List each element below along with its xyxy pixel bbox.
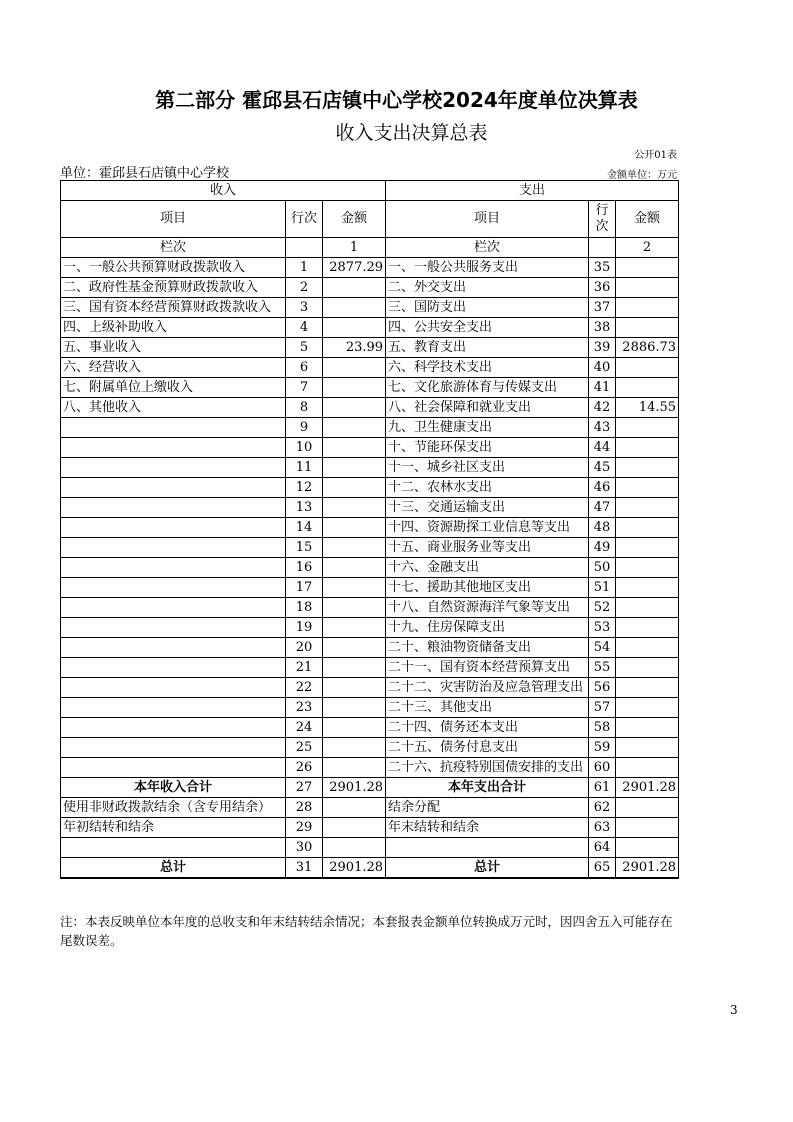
expense-amount-cell: 2886.73 bbox=[616, 338, 679, 358]
table-row bbox=[61, 418, 679, 438]
income-item-cell: 二、政府性基金预算财政拨款收入 bbox=[61, 278, 286, 298]
income-amount-cell bbox=[323, 318, 386, 338]
expense-item-cell: 九、卫生健康支出 bbox=[386, 418, 589, 438]
income-amount-header: 金额 bbox=[323, 201, 386, 238]
income-item-cell bbox=[61, 438, 286, 458]
income-amount-cell bbox=[323, 538, 386, 558]
expense-column-number: 2 bbox=[616, 238, 679, 258]
income-item-header: 项目 bbox=[61, 201, 286, 238]
expense-line-cell: 55 bbox=[589, 658, 616, 678]
table-row bbox=[61, 758, 679, 778]
income-header: 收入 bbox=[61, 181, 386, 201]
income-amount-cell bbox=[323, 798, 386, 818]
income-line-cell: 19 bbox=[286, 618, 323, 638]
expense-item-cell: 十、节能环保支出 bbox=[386, 438, 589, 458]
expense-item-cell: 十四、资源勘探工业信息等支出 bbox=[386, 518, 589, 538]
table-row bbox=[61, 618, 679, 638]
table-row bbox=[61, 278, 679, 298]
money-unit-label: 金额单位：万元 bbox=[607, 170, 677, 181]
expense-item-cell: 十一、城乡社区支出 bbox=[386, 458, 589, 478]
income-item-cell: 七、附属单位上缴收入 bbox=[61, 378, 286, 398]
income-amount-cell: 23.99 bbox=[323, 338, 386, 358]
expense-item-cell: 总计 bbox=[386, 858, 589, 879]
expense-item-cell: 六、科学技术支出 bbox=[386, 358, 589, 378]
expense-line-cell: 49 bbox=[589, 538, 616, 558]
table-row bbox=[61, 398, 679, 418]
expense-item-cell: 二十五、债务付息支出 bbox=[386, 738, 589, 758]
table-row bbox=[61, 338, 679, 358]
expense-amount-cell bbox=[616, 418, 679, 438]
income-line-cell: 28 bbox=[286, 798, 323, 818]
income-line-cell: 17 bbox=[286, 578, 323, 598]
unit-label: 单位：霍邱县石店镇中心学校 bbox=[60, 166, 230, 181]
expense-line-cell: 41 bbox=[589, 378, 616, 398]
expense-line-cell: 61 bbox=[589, 778, 616, 798]
income-amount-cell bbox=[323, 698, 386, 718]
income-item-cell bbox=[61, 598, 286, 618]
income-item-cell bbox=[61, 518, 286, 538]
expense-item-cell: 十七、援助其他地区支出 bbox=[386, 578, 589, 598]
table-subtitle: 收入支出决算总表 bbox=[335, 122, 488, 144]
income-line-cell: 20 bbox=[286, 638, 323, 658]
table-row bbox=[61, 698, 679, 718]
income-item-cell: 四、上级补助收入 bbox=[61, 318, 286, 338]
income-amount-cell bbox=[323, 498, 386, 518]
expense-item-cell: 十五、商业服务业等支出 bbox=[386, 538, 589, 558]
income-line-cell: 18 bbox=[286, 598, 323, 618]
income-amount-cell bbox=[323, 638, 386, 658]
income-line-cell: 30 bbox=[286, 838, 323, 858]
expense-amount-cell bbox=[616, 378, 679, 398]
income-item-cell bbox=[61, 478, 286, 498]
income-line-cell: 13 bbox=[286, 498, 323, 518]
expense-line-cell: 56 bbox=[589, 678, 616, 698]
income-amount-cell bbox=[323, 578, 386, 598]
income-amount-cell bbox=[323, 598, 386, 618]
income-item-cell bbox=[61, 538, 286, 558]
income-amount-cell bbox=[323, 818, 386, 838]
income-amount-cell bbox=[323, 558, 386, 578]
income-amount-cell bbox=[323, 278, 386, 298]
expense-amount-cell bbox=[616, 678, 679, 698]
expense-amount-cell bbox=[616, 258, 679, 278]
table-row bbox=[61, 798, 679, 818]
expense-line-cell: 35 bbox=[589, 258, 616, 278]
income-line-cell: 7 bbox=[286, 378, 323, 398]
expense-header: 支出 bbox=[386, 181, 679, 201]
expense-line-cell: 48 bbox=[589, 518, 616, 538]
expense-item-cell: 本年支出合计 bbox=[386, 778, 589, 798]
expense-line-cell: 63 bbox=[589, 818, 616, 838]
expense-amount-header: 金额 bbox=[616, 201, 679, 238]
expense-item-cell: 结余分配 bbox=[386, 798, 589, 818]
income-item-cell: 使用非财政拨款结余（含专用结余） bbox=[61, 798, 286, 818]
expense-item-cell: 十三、交通运输支出 bbox=[386, 498, 589, 518]
expense-amount-cell bbox=[616, 298, 679, 318]
income-item-cell: 总计 bbox=[61, 858, 286, 879]
table-row bbox=[61, 818, 679, 838]
table-row bbox=[61, 598, 679, 618]
expense-amount-cell bbox=[616, 698, 679, 718]
income-amount-cell bbox=[323, 418, 386, 438]
table-row bbox=[61, 498, 679, 518]
table-row bbox=[61, 838, 679, 858]
table-row bbox=[61, 458, 679, 478]
income-item-cell bbox=[61, 498, 286, 518]
expense-item-cell: 十八、自然资源海洋气象等支出 bbox=[386, 598, 589, 618]
income-line-cell: 26 bbox=[286, 758, 323, 778]
expense-amount-cell bbox=[616, 578, 679, 598]
table-row bbox=[61, 538, 679, 558]
income-amount-cell bbox=[323, 678, 386, 698]
income-line-cell: 22 bbox=[286, 678, 323, 698]
income-item-cell bbox=[61, 638, 286, 658]
income-amount-cell bbox=[323, 478, 386, 498]
table-row bbox=[61, 358, 679, 378]
income-line-cell: 31 bbox=[286, 858, 323, 879]
table-row bbox=[61, 738, 679, 758]
table-row bbox=[61, 658, 679, 678]
income-item-cell: 八、其他收入 bbox=[61, 398, 286, 418]
expense-line-cell: 59 bbox=[589, 738, 616, 758]
footnote: 注：本表反映单位本年度的总收支和年末结转结余情况；本套报表金额单位转换成万元时，因四舍五入可能存在尾数误差。 bbox=[60, 914, 673, 948]
income-item-cell: 五、事业收入 bbox=[61, 338, 286, 358]
income-amount-cell bbox=[323, 298, 386, 318]
table-row bbox=[61, 258, 679, 278]
income-amount-cell bbox=[323, 758, 386, 778]
income-expense-table bbox=[60, 180, 679, 879]
expense-item-cell: 二十六、抗疫特别国债安排的支出 bbox=[386, 758, 589, 778]
expense-item-cell: 二十、粮油物资储备支出 bbox=[386, 638, 589, 658]
income-line-cell: 6 bbox=[286, 358, 323, 378]
table-row bbox=[61, 378, 679, 398]
expense-amount-cell bbox=[616, 638, 679, 658]
income-item-cell: 年初结转和结余 bbox=[61, 818, 286, 838]
income-item-cell bbox=[61, 678, 286, 698]
income-amount-cell bbox=[323, 618, 386, 638]
expense-item-cell: 五、教育支出 bbox=[386, 338, 589, 358]
income-item-cell: 三、国有资本经营预算财政拨款收入 bbox=[61, 298, 286, 318]
income-item-cell bbox=[61, 618, 286, 638]
expense-item-cell: 二十三、其他支出 bbox=[386, 698, 589, 718]
income-line-header: 行次 bbox=[286, 201, 323, 238]
expense-item-cell: 七、文化旅游体育与传媒支出 bbox=[386, 378, 589, 398]
income-line-cell: 3 bbox=[286, 298, 323, 318]
income-item-cell bbox=[61, 718, 286, 738]
column-index-row bbox=[61, 238, 679, 258]
expense-line-cell: 46 bbox=[589, 478, 616, 498]
expense-amount-cell bbox=[616, 538, 679, 558]
income-item-cell bbox=[61, 698, 286, 718]
income-amount-cell bbox=[323, 838, 386, 858]
table-row bbox=[61, 518, 679, 538]
table-row bbox=[61, 298, 679, 318]
income-amount-cell bbox=[323, 518, 386, 538]
income-amount-cell bbox=[323, 658, 386, 678]
expense-line-cell: 44 bbox=[589, 438, 616, 458]
expense-item-cell: 十九、住房保障支出 bbox=[386, 618, 589, 638]
income-column-number: 1 bbox=[323, 238, 386, 258]
expense-amount-cell: 2901.28 bbox=[616, 778, 679, 798]
income-line-cell: 11 bbox=[286, 458, 323, 478]
expense-item-header: 项目 bbox=[386, 201, 589, 238]
expense-amount-cell bbox=[616, 758, 679, 778]
expense-line-cell: 62 bbox=[589, 798, 616, 818]
expense-item-cell: 二、外交支出 bbox=[386, 278, 589, 298]
page-title: 第二部分 霍邱县石店镇中心学校2024年度单位决算表 bbox=[155, 88, 638, 112]
expense-item-cell: 一、一般公共服务支出 bbox=[386, 258, 589, 278]
table-row bbox=[61, 638, 679, 658]
income-item-cell: 本年收入合计 bbox=[61, 778, 286, 798]
income-item-cell bbox=[61, 758, 286, 778]
expense-line-cell: 50 bbox=[589, 558, 616, 578]
expense-amount-cell bbox=[616, 498, 679, 518]
expense-amount-cell bbox=[616, 658, 679, 678]
expense-item-cell: 二十二、灾害防治及应急管理支出 bbox=[386, 678, 589, 698]
table-row bbox=[61, 558, 679, 578]
expense-amount-cell bbox=[616, 818, 679, 838]
expense-line-header: 行次 bbox=[589, 201, 616, 238]
income-line-cell: 2 bbox=[286, 278, 323, 298]
table-row bbox=[61, 718, 679, 738]
page-number: 3 bbox=[730, 1003, 738, 1017]
income-line-cell: 24 bbox=[286, 718, 323, 738]
income-amount-cell bbox=[323, 718, 386, 738]
income-line-cell: 4 bbox=[286, 318, 323, 338]
expense-amount-cell bbox=[616, 738, 679, 758]
expense-amount-cell bbox=[616, 518, 679, 538]
income-amount-cell bbox=[323, 358, 386, 378]
expense-line-cell: 42 bbox=[589, 398, 616, 418]
expense-amount-cell bbox=[616, 598, 679, 618]
income-item-cell bbox=[61, 738, 286, 758]
income-item-cell bbox=[61, 458, 286, 478]
income-line-cell: 10 bbox=[286, 438, 323, 458]
table-row bbox=[61, 438, 679, 458]
expense-line-cell: 38 bbox=[589, 318, 616, 338]
expense-amount-cell: 2901.28 bbox=[616, 858, 679, 879]
expense-amount-cell bbox=[616, 358, 679, 378]
expense-item-cell: 四、公共安全支出 bbox=[386, 318, 589, 338]
expense-amount-cell bbox=[616, 618, 679, 638]
income-line-cell: 1 bbox=[286, 258, 323, 278]
income-amount-cell: 2877.29 bbox=[323, 258, 386, 278]
income-line-cell: 16 bbox=[286, 558, 323, 578]
income-line-cell: 9 bbox=[286, 418, 323, 438]
expense-line-cell: 37 bbox=[589, 298, 616, 318]
income-item-cell bbox=[61, 658, 286, 678]
income-amount-cell bbox=[323, 458, 386, 478]
expense-line-cell: 52 bbox=[589, 598, 616, 618]
table-row bbox=[61, 578, 679, 598]
income-line-cell: 21 bbox=[286, 658, 323, 678]
empty-cell bbox=[286, 238, 323, 258]
expense-line-cell: 51 bbox=[589, 578, 616, 598]
expense-amount-cell bbox=[616, 438, 679, 458]
income-item-cell bbox=[61, 578, 286, 598]
income-amount-cell bbox=[323, 438, 386, 458]
income-amount-cell bbox=[323, 738, 386, 758]
column-header-row bbox=[61, 201, 679, 238]
expense-line-cell: 64 bbox=[589, 838, 616, 858]
expense-column-label: 栏次 bbox=[386, 238, 589, 258]
expense-amount-cell bbox=[616, 278, 679, 298]
expense-line-cell: 47 bbox=[589, 498, 616, 518]
expense-amount-cell bbox=[616, 478, 679, 498]
income-amount-cell bbox=[323, 398, 386, 418]
table-row bbox=[61, 318, 679, 338]
income-line-cell: 8 bbox=[286, 398, 323, 418]
income-item-cell bbox=[61, 838, 286, 858]
table-row bbox=[61, 858, 679, 879]
empty-cell bbox=[589, 238, 616, 258]
form-number: 公开01表 bbox=[634, 150, 677, 161]
expense-item-cell: 二十四、债务还本支出 bbox=[386, 718, 589, 738]
expense-amount-cell bbox=[616, 318, 679, 338]
expense-amount-cell bbox=[616, 798, 679, 818]
income-line-cell: 27 bbox=[286, 778, 323, 798]
income-line-cell: 15 bbox=[286, 538, 323, 558]
income-item-cell bbox=[61, 558, 286, 578]
expense-amount-cell bbox=[616, 718, 679, 738]
table-row bbox=[61, 778, 679, 798]
expense-item-cell: 三、国防支出 bbox=[386, 298, 589, 318]
income-line-cell: 5 bbox=[286, 338, 323, 358]
income-amount-cell bbox=[323, 378, 386, 398]
expense-amount-cell bbox=[616, 458, 679, 478]
expense-line-cell: 57 bbox=[589, 698, 616, 718]
expense-amount-cell bbox=[616, 558, 679, 578]
expense-line-cell: 36 bbox=[589, 278, 616, 298]
expense-item-cell: 十六、金融支出 bbox=[386, 558, 589, 578]
income-line-cell: 25 bbox=[286, 738, 323, 758]
income-amount-cell: 2901.28 bbox=[323, 778, 386, 798]
expense-item-cell bbox=[386, 838, 589, 858]
income-amount-cell: 2901.28 bbox=[323, 858, 386, 879]
income-line-cell: 29 bbox=[286, 818, 323, 838]
expense-line-cell: 43 bbox=[589, 418, 616, 438]
income-item-cell: 六、经营收入 bbox=[61, 358, 286, 378]
expense-line-cell: 54 bbox=[589, 638, 616, 658]
income-line-cell: 12 bbox=[286, 478, 323, 498]
expense-line-cell: 40 bbox=[589, 358, 616, 378]
table-row bbox=[61, 678, 679, 698]
income-column-label: 栏次 bbox=[61, 238, 286, 258]
expense-amount-cell: 14.55 bbox=[616, 398, 679, 418]
expense-amount-cell bbox=[616, 838, 679, 858]
income-line-cell: 23 bbox=[286, 698, 323, 718]
expense-item-cell: 二十一、国有资本经营预算支出 bbox=[386, 658, 589, 678]
table-row bbox=[61, 478, 679, 498]
expense-item-cell: 八、社会保障和就业支出 bbox=[386, 398, 589, 418]
expense-item-cell: 年末结转和结余 bbox=[386, 818, 589, 838]
expense-line-cell: 39 bbox=[589, 338, 616, 358]
income-item-cell bbox=[61, 418, 286, 438]
income-line-cell: 14 bbox=[286, 518, 323, 538]
expense-line-cell: 58 bbox=[589, 718, 616, 738]
income-item-cell: 一、一般公共预算财政拨款收入 bbox=[61, 258, 286, 278]
expense-item-cell: 十二、农林水支出 bbox=[386, 478, 589, 498]
expense-line-cell: 53 bbox=[589, 618, 616, 638]
expense-line-cell: 65 bbox=[589, 858, 616, 879]
expense-line-cell: 45 bbox=[589, 458, 616, 478]
expense-line-cell: 60 bbox=[589, 758, 616, 778]
section-header-row bbox=[61, 181, 679, 201]
